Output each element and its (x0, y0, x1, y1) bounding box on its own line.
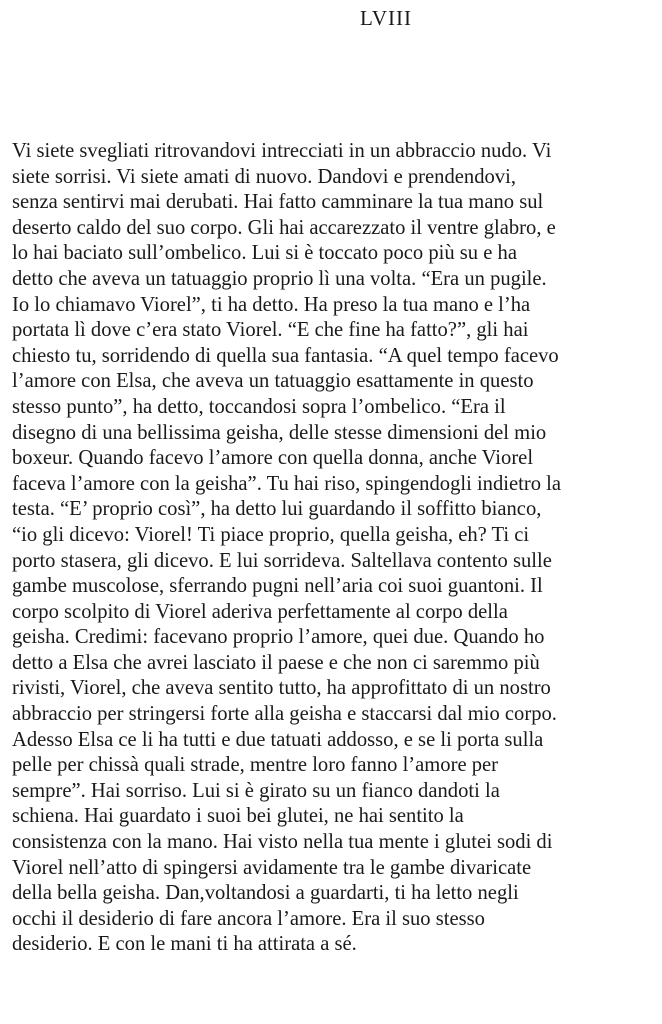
text-line: sempre”. Hai sorriso. Lui si è girato su un fianco dandoti la (12, 779, 500, 802)
text-line: abbraccio per stringersi forte alla geisha e staccarsi dal mio corpo. (12, 703, 557, 726)
text-line: Vi siete svegliati ritrovandovi intrecciati in un abbraccio nudo. Vi (12, 140, 552, 162)
text-line: gambe muscolose, sferrando pugni nell’aria coi suoi guantoni. Il (12, 575, 543, 598)
text-line: portata lì dove c’era stato Viorel. “E che fine ha fatto?”, gli hai (12, 319, 529, 342)
text-line: “io gli dicevo: Viorel! Ti piace proprio, quella geisha, eh? Ti ci (12, 523, 530, 546)
text-line: chiesto tu, sorridendo di quella sua fantasia. “A quel tempo facevo (12, 344, 559, 367)
text-line: senza sentirvi mai derubati. Hai fatto camminare la tua mano sul (12, 191, 544, 214)
chapter-title: LVIII (359, 6, 413, 30)
body-paragraph (12, 139, 622, 958)
text-line: testa. “E’ proprio così”, ha detto lui guardando il soffitto bianco, (12, 498, 542, 521)
text-line: detto a Elsa che avrei lasciato il paese e che non ci saremmo più (12, 651, 540, 674)
text-line: occhi il desiderio di fare ancora l’amore. Era il suo stesso (12, 907, 485, 930)
text-line: siete sorrisi. Vi siete amati di nuovo. Dandovi e prendendovi, (12, 165, 516, 188)
text-line: Adesso Elsa ce li ha tutti e due tatuati addosso, e se li porta sulla (12, 728, 544, 751)
text-line: geisha. Credimi: facevano proprio l’amore, quei due. Quando ho (12, 626, 545, 649)
text-line: corpo scolpito di Viorel aderiva perfettamente al corpo della (12, 600, 508, 623)
text-line: faceva l’amore con la geisha”. Tu hai riso, spingendogli indietro la (12, 472, 562, 495)
text-line: stesso punto”, ha detto, toccandosi sopra l’ombelico. “Era il (12, 395, 506, 418)
text-line: l’amore con Elsa, che aveva un tatuaggio esattamente in questo (12, 370, 534, 393)
text-line: porto stasera, gli dicevo. E lui sorrideva. Saltellava contento sulle (12, 549, 552, 572)
text-line: desiderio. E con le mani ti ha attirata a sé. (12, 933, 357, 956)
text-line: rivisti, Viorel, che aveva sentito tutto, ha approfittato di un nostro (12, 677, 551, 700)
text-line: detto che aveva un tatuaggio proprio lì una volta. “Era un pugile. (12, 267, 547, 290)
text-line: lo hai baciato sull’ombelico. Lui si è toccato poco più su e ha (12, 242, 517, 265)
text-line: boxeur. Quando facevo l’amore con quella donna, anche Viorel (12, 447, 534, 470)
text-line: schiena. Hai guardato i suoi bei glutei, ne hai sentito la (12, 805, 464, 828)
text-line: Viorel nell’atto di spingersi avidamente tra le gambe divaricate (12, 856, 532, 879)
text-line: Io lo chiamavo Viorel”, ti ha detto. Ha preso la tua mano e l’ha (12, 293, 531, 316)
text-line: consistenza con la mano. Hai visto nella tua mente i glutei sodi di (12, 831, 553, 854)
text-line: deserto caldo del suo corpo. Gli hai accarezzato il ventre glabro, e (12, 216, 556, 239)
text-line: disegno di una bellissima geisha, delle stesse dimensioni del mio (12, 421, 547, 444)
text-line: della bella geisha. Dan,voltandosi a guardarti, ti ha letto negli (12, 882, 519, 905)
text-line: pelle per chissà quali strade, mentre loro fanno l’amore per (12, 754, 499, 777)
